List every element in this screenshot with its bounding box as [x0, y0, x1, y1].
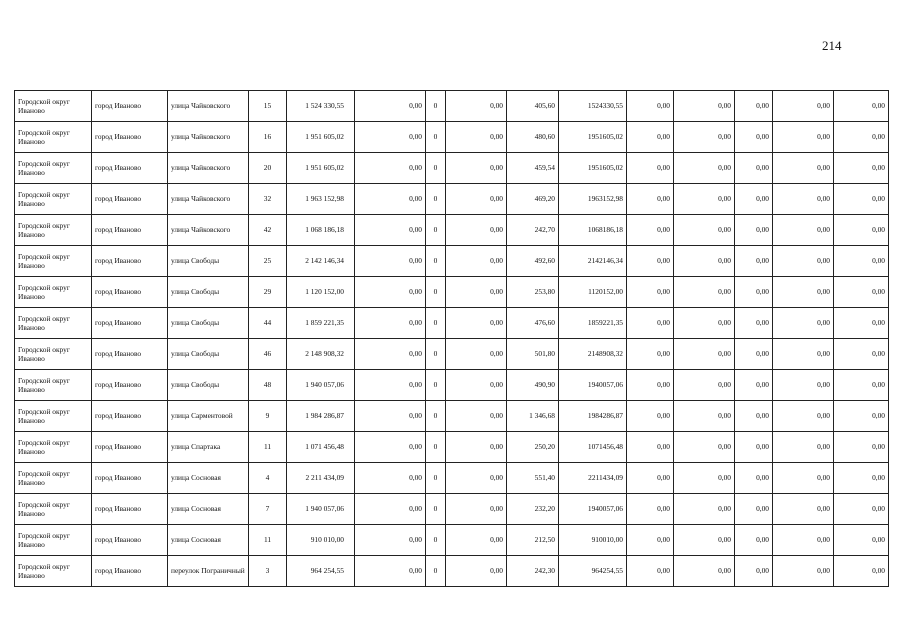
table-cell: 501,80 [507, 339, 559, 370]
table-cell: 1940057,06 [559, 370, 627, 401]
table-cell: 9 [249, 401, 287, 432]
table-cell: 0 [426, 494, 446, 525]
table-cell: 1524330,55 [559, 91, 627, 122]
table-cell: город Иваново [92, 246, 168, 277]
table-cell: 3 [249, 556, 287, 587]
table-row [15, 246, 889, 277]
table-cell: 0 [426, 122, 446, 153]
table-cell: 0,00 [446, 184, 507, 215]
table-cell: 1 068 186,18 [287, 215, 355, 246]
table-cell: 0,00 [735, 277, 773, 308]
table-cell: 0,00 [627, 432, 674, 463]
table-cell: 0,00 [627, 370, 674, 401]
table-cell: Городской округ Иваново [15, 525, 92, 556]
table-cell: 42 [249, 215, 287, 246]
table-cell: 0,00 [627, 401, 674, 432]
table-cell: 0,00 [627, 525, 674, 556]
table-cell: 0,00 [834, 339, 889, 370]
table-cell: 0,00 [446, 339, 507, 370]
table-cell: 1 940 057,06 [287, 494, 355, 525]
table-cell: 0 [426, 370, 446, 401]
table-cell: 2211434,09 [559, 463, 627, 494]
table-cell: 0,00 [773, 277, 834, 308]
table-cell: 0,00 [674, 463, 735, 494]
table-cell: 1 951 605,02 [287, 122, 355, 153]
table-cell: город Иваново [92, 308, 168, 339]
table-cell: Городской округ Иваново [15, 432, 92, 463]
table-cell: улица Чайковского [168, 153, 249, 184]
table-cell: 1963152,98 [559, 184, 627, 215]
table-cell: 1 524 330,55 [287, 91, 355, 122]
table-cell: Городской округ Иваново [15, 215, 92, 246]
table-cell: 253,80 [507, 277, 559, 308]
table-cell: 964254,55 [559, 556, 627, 587]
table-cell: 0,00 [773, 525, 834, 556]
table-cell: 0,00 [773, 215, 834, 246]
table-cell: 0,00 [355, 308, 426, 339]
table-cell: 0,00 [446, 277, 507, 308]
table-cell: 0,00 [627, 153, 674, 184]
table-cell: 1071456,48 [559, 432, 627, 463]
table-cell: 0,00 [834, 556, 889, 587]
table-cell: 46 [249, 339, 287, 370]
table-cell: 0 [426, 525, 446, 556]
table-cell: 0,00 [627, 91, 674, 122]
table-cell: 7 [249, 494, 287, 525]
table-cell: 0,00 [355, 184, 426, 215]
table-cell: улица Свободы [168, 246, 249, 277]
table-cell: улица Свободы [168, 277, 249, 308]
table-cell: город Иваново [92, 494, 168, 525]
table-cell: Городской округ Иваново [15, 122, 92, 153]
table-cell: 44 [249, 308, 287, 339]
table-cell: улица Чайковского [168, 215, 249, 246]
table-cell: 0 [426, 401, 446, 432]
table-cell: улица Спартака [168, 432, 249, 463]
table-cell: 0,00 [627, 246, 674, 277]
table-row [15, 463, 889, 494]
table-cell: 0,00 [446, 370, 507, 401]
table-cell: город Иваново [92, 339, 168, 370]
table-cell: 0,00 [674, 246, 735, 277]
table-cell: Городской округ Иваново [15, 91, 92, 122]
table-cell: 0,00 [627, 308, 674, 339]
table-cell: 0,00 [674, 277, 735, 308]
table-cell: 1 984 286,87 [287, 401, 355, 432]
table-cell: 0,00 [773, 370, 834, 401]
table-cell: 0,00 [834, 184, 889, 215]
table-row [15, 370, 889, 401]
table-cell: 1984286,87 [559, 401, 627, 432]
table-cell: 0,00 [773, 339, 834, 370]
table-cell: 0,00 [627, 184, 674, 215]
table-cell: 0,00 [735, 525, 773, 556]
table-cell: 0,00 [773, 401, 834, 432]
table-cell: 492,60 [507, 246, 559, 277]
table-cell: 2 142 146,34 [287, 246, 355, 277]
table-cell: 0,00 [446, 463, 507, 494]
table-cell: улица Сосновая [168, 494, 249, 525]
table-cell: город Иваново [92, 401, 168, 432]
table-cell: 0,00 [773, 246, 834, 277]
table-cell: 0,00 [735, 91, 773, 122]
table-cell: 910010,00 [559, 525, 627, 556]
table-row [15, 153, 889, 184]
table-cell: 242,70 [507, 215, 559, 246]
table-row [15, 494, 889, 525]
table-cell: 0,00 [446, 246, 507, 277]
table-cell: 29 [249, 277, 287, 308]
table-cell: улица Чайковского [168, 122, 249, 153]
table-cell: 0,00 [674, 370, 735, 401]
table-cell: 0,00 [446, 401, 507, 432]
table-row [15, 215, 889, 246]
table-cell: 0 [426, 556, 446, 587]
table-cell: 0,00 [446, 432, 507, 463]
table-cell: 1951605,02 [559, 122, 627, 153]
table-cell: 0 [426, 184, 446, 215]
table-cell: 0 [426, 277, 446, 308]
table-cell: город Иваново [92, 463, 168, 494]
table-cell: 490,90 [507, 370, 559, 401]
table-cell: 25 [249, 246, 287, 277]
table-cell: город Иваново [92, 277, 168, 308]
table-cell: 0,00 [627, 556, 674, 587]
table-cell: 48 [249, 370, 287, 401]
table-cell: 11 [249, 525, 287, 556]
table-cell: 15 [249, 91, 287, 122]
table-cell: 0,00 [627, 463, 674, 494]
table-cell: 0,00 [735, 184, 773, 215]
table-cell: 1 963 152,98 [287, 184, 355, 215]
table-cell: 0,00 [627, 494, 674, 525]
table-cell: город Иваново [92, 556, 168, 587]
table-cell: город Иваново [92, 370, 168, 401]
table-row [15, 432, 889, 463]
table-row [15, 401, 889, 432]
table-cell: 0,00 [674, 494, 735, 525]
table-cell: 0,00 [446, 122, 507, 153]
table-cell: 0,00 [735, 153, 773, 184]
table-cell: город Иваново [92, 525, 168, 556]
table-cell: 1120152,00 [559, 277, 627, 308]
table-row [15, 91, 889, 122]
table-cell: 0 [426, 246, 446, 277]
table-cell: улица Сосновая [168, 463, 249, 494]
table-cell: 0 [426, 215, 446, 246]
table-cell: 551,40 [507, 463, 559, 494]
table-cell: 11 [249, 432, 287, 463]
table-cell: улица Свободы [168, 308, 249, 339]
table-cell: Городской округ Иваново [15, 246, 92, 277]
table-cell: 0,00 [674, 339, 735, 370]
table-cell: 0,00 [735, 494, 773, 525]
table-row [15, 525, 889, 556]
table-cell: 0,00 [834, 463, 889, 494]
table-cell: город Иваново [92, 91, 168, 122]
table-cell: 0,00 [674, 401, 735, 432]
table-cell: 0,00 [834, 246, 889, 277]
table-cell: переулок Пограничный [168, 556, 249, 587]
table-cell: 0,00 [446, 215, 507, 246]
table-cell: Городской округ Иваново [15, 153, 92, 184]
table-cell: 2148908,32 [559, 339, 627, 370]
table-cell: 212,50 [507, 525, 559, 556]
table-cell: улица Сосновая [168, 525, 249, 556]
table-cell: 0,00 [446, 525, 507, 556]
table-cell: 0,00 [834, 91, 889, 122]
table-cell: 1068186,18 [559, 215, 627, 246]
table-cell: город Иваново [92, 122, 168, 153]
table-cell: 0,00 [735, 370, 773, 401]
table-cell: 0,00 [735, 432, 773, 463]
table-cell: 20 [249, 153, 287, 184]
table-cell: 0,00 [834, 401, 889, 432]
table-cell: 0,00 [735, 308, 773, 339]
table-cell: 0,00 [773, 463, 834, 494]
page-number: 214 [822, 38, 842, 53]
table-cell: 0,00 [834, 122, 889, 153]
table-cell: 0,00 [674, 215, 735, 246]
table-cell: 1 951 605,02 [287, 153, 355, 184]
table-cell: город Иваново [92, 153, 168, 184]
table-row [15, 184, 889, 215]
table-cell: Городской округ Иваново [15, 339, 92, 370]
table-cell: 0,00 [773, 308, 834, 339]
table-cell: 0,00 [355, 432, 426, 463]
table-cell: 250,20 [507, 432, 559, 463]
table-cell: 0 [426, 432, 446, 463]
table-cell: 1 940 057,06 [287, 370, 355, 401]
table-cell: улица Сарментовой [168, 401, 249, 432]
table-cell: Городской округ Иваново [15, 401, 92, 432]
table-cell: 0,00 [834, 370, 889, 401]
table-cell: 469,20 [507, 184, 559, 215]
table-cell: 459,54 [507, 153, 559, 184]
table-cell: Городской округ Иваново [15, 556, 92, 587]
table-cell: Городской округ Иваново [15, 463, 92, 494]
table-cell: 0,00 [355, 525, 426, 556]
table-cell: 910 010,00 [287, 525, 355, 556]
table-cell: 242,30 [507, 556, 559, 587]
table-cell: 0,00 [834, 432, 889, 463]
table-cell: 0,00 [735, 556, 773, 587]
table-cell: 0,00 [834, 494, 889, 525]
table-cell: 2 148 908,32 [287, 339, 355, 370]
table-cell: улица Чайковского [168, 91, 249, 122]
table-cell: 2 211 434,09 [287, 463, 355, 494]
table-cell: 0 [426, 463, 446, 494]
table-cell: улица Чайковского [168, 184, 249, 215]
table-cell: 0,00 [355, 277, 426, 308]
table-cell: 0,00 [834, 215, 889, 246]
table-cell: 0,00 [355, 339, 426, 370]
table-cell: 1859221,35 [559, 308, 627, 339]
table-cell: 0,00 [773, 122, 834, 153]
table-cell: 0,00 [355, 401, 426, 432]
table-cell: 0,00 [355, 556, 426, 587]
table-cell: 0,00 [355, 463, 426, 494]
table-cell: 0,00 [834, 277, 889, 308]
table-cell: 1 071 456,48 [287, 432, 355, 463]
table-cell: 0,00 [735, 246, 773, 277]
table-cell: 0,00 [627, 277, 674, 308]
table-cell: 0,00 [735, 215, 773, 246]
table-cell: 0 [426, 308, 446, 339]
table-cell: 0,00 [355, 153, 426, 184]
table-cell: 0,00 [627, 215, 674, 246]
table-cell: 0,00 [355, 91, 426, 122]
table-cell: 0,00 [674, 122, 735, 153]
table-cell: 232,20 [507, 494, 559, 525]
table-cell: 0,00 [446, 153, 507, 184]
table-cell: 0,00 [446, 556, 507, 587]
table-cell: 0,00 [674, 432, 735, 463]
table-cell: 0,00 [674, 184, 735, 215]
table-cell: 405,60 [507, 91, 559, 122]
table-cell: улица Свободы [168, 370, 249, 401]
table-cell: 0,00 [355, 246, 426, 277]
table-cell: 0,00 [735, 401, 773, 432]
table-cell: 0,00 [773, 184, 834, 215]
table-body [15, 91, 889, 587]
table-cell: 0,00 [355, 215, 426, 246]
table-cell: 0,00 [834, 153, 889, 184]
table-cell: 0,00 [627, 122, 674, 153]
table-cell: 0 [426, 91, 446, 122]
table-cell: 1940057,06 [559, 494, 627, 525]
table-cell: 0,00 [773, 91, 834, 122]
table-cell: улица Свободы [168, 339, 249, 370]
table-cell: 4 [249, 463, 287, 494]
table-cell: 0,00 [355, 370, 426, 401]
table-cell: город Иваново [92, 215, 168, 246]
table-cell: 1951605,02 [559, 153, 627, 184]
table-row [15, 122, 889, 153]
table-cell: 0,00 [834, 525, 889, 556]
table-cell: Городской округ Иваново [15, 308, 92, 339]
table-cell: 0,00 [674, 525, 735, 556]
data-table [14, 90, 889, 587]
table-cell: город Иваново [92, 432, 168, 463]
table-row [15, 308, 889, 339]
table-cell: город Иваново [92, 184, 168, 215]
table-row [15, 339, 889, 370]
table-cell: 0 [426, 153, 446, 184]
table-cell: 480,60 [507, 122, 559, 153]
table-cell: 0,00 [735, 463, 773, 494]
table-cell: 1 346,68 [507, 401, 559, 432]
table-cell: 0,00 [355, 494, 426, 525]
table-cell: 0,00 [674, 91, 735, 122]
table-cell: 16 [249, 122, 287, 153]
table-row [15, 277, 889, 308]
table-cell: 0,00 [834, 308, 889, 339]
table-cell: 0,00 [446, 308, 507, 339]
table-cell: Городской округ Иваново [15, 184, 92, 215]
table-cell: 0,00 [674, 153, 735, 184]
table-cell: 0,00 [674, 556, 735, 587]
table-cell: 0,00 [773, 556, 834, 587]
table-cell: Городской округ Иваново [15, 370, 92, 401]
table-cell: 0,00 [674, 308, 735, 339]
table-cell: Городской округ Иваново [15, 494, 92, 525]
table-cell: 0,00 [773, 153, 834, 184]
table-cell: 0,00 [735, 122, 773, 153]
table-cell: 0 [426, 339, 446, 370]
table-cell: 32 [249, 184, 287, 215]
table-cell: 0,00 [446, 91, 507, 122]
table-cell: 2142146,34 [559, 246, 627, 277]
table-cell: 0,00 [735, 339, 773, 370]
table-cell: 0,00 [355, 122, 426, 153]
table-cell: 964 254,55 [287, 556, 355, 587]
table-row [15, 556, 889, 587]
table-cell: 1 859 221,35 [287, 308, 355, 339]
table-cell: Городской округ Иваново [15, 277, 92, 308]
table-cell: 476,60 [507, 308, 559, 339]
table-cell: 1 120 152,00 [287, 277, 355, 308]
table-cell: 0,00 [627, 339, 674, 370]
table-cell: 0,00 [446, 494, 507, 525]
table-cell: 0,00 [773, 432, 834, 463]
table-cell: 0,00 [773, 494, 834, 525]
